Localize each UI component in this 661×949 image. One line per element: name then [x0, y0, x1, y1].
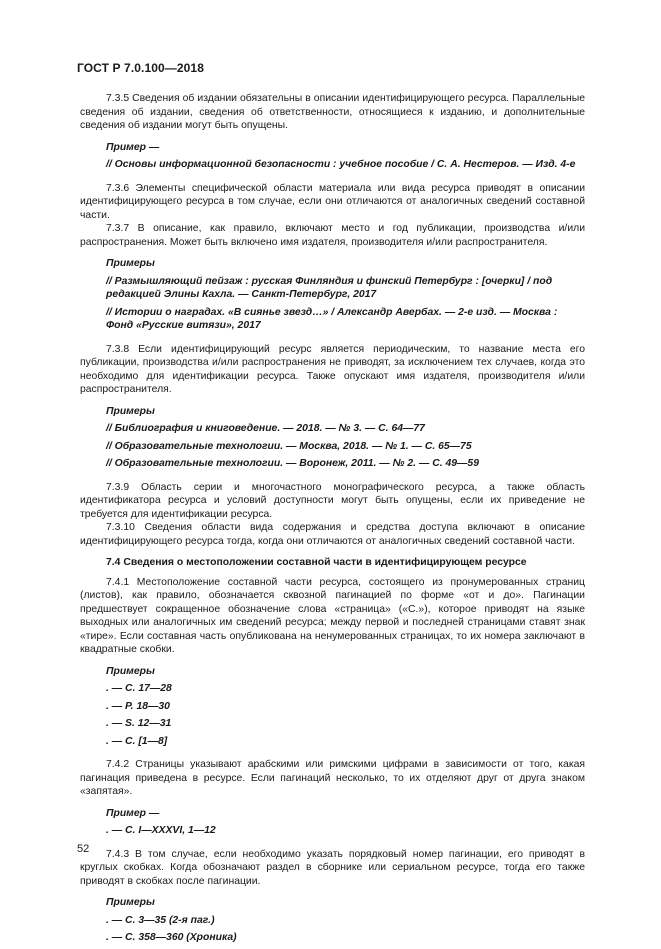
example-heading: Примеры	[106, 665, 155, 677]
standard-header: ГОСТ Р 7.0.100—2018	[77, 61, 204, 75]
example-heading: Пример —	[106, 141, 160, 153]
example-item: // Размышляющий пейзаж : русская Финляндия и финский Петербург : [очерки] / под редакцией Элины Кахла. — Санкт-Петербург, 2017	[106, 275, 553, 300]
example-item: . — С. 17—28	[106, 683, 172, 694]
example-item: . — S. 12—31	[106, 718, 172, 729]
example-item: . — С. I—XXXVI, 1—12	[106, 825, 216, 836]
example-item: . — Р. 18—30	[106, 700, 170, 712]
example-item: // Истории о наградах. «В сиянье звезд…» / Александр Авербах. — 2-е изд. — Москва : Фонд «Русские витязи», 2017	[106, 306, 558, 331]
paragraph-7-3-6: 7.3.6 Элементы специфической области материала или вида ресурса приводят в описании идентифицирующего ресурса в том случае, если они отличаются от аналогичных сведений составной части.	[80, 182, 585, 221]
paragraph-7-4-3: 7.4.3 В том случае, если необходимо указать порядковый номер пагинации, его приводят в круглых скобках. Когда обозначают раздел в сборнике или сериальном ресурсе, тогда его также приводят в скобках после пагинации.	[80, 848, 585, 887]
example-item: // Образовательные технологии. — Москва, 2018. — № 1. — С. 65—75	[106, 440, 472, 452]
example-heading: Примеры	[106, 405, 155, 417]
paragraph-7-3-7: 7.3.7 В описание, как правило, включают место и год публикации, производства и/или распространения. Может быть включено имя издателя, производителя и/или распространителя.	[80, 223, 585, 248]
page-content	[80, 92, 585, 949]
example-heading: Примеры	[106, 897, 155, 908]
example-item: // Основы информационной безопасности : учебное пособие / С. А. Нестеров. — Изд. 4-е	[106, 159, 576, 170]
example-item: . — С. 358—360 (Хроника)	[106, 932, 237, 943]
example-item: // Образовательные технологии. — Воронеж, 2011. — № 2. — С. 49—59	[106, 458, 479, 469]
example-item: . — С. 3—35 (2-я паг.)	[106, 914, 215, 926]
example-item: . — С. [1—8]	[106, 735, 168, 747]
example-item: // Библиография и книговедение. — 2018. — № 3. — С. 64—77	[106, 423, 425, 434]
paragraph-7-3-8: 7.3.8 Если идентифицирующий ресурс является периодическим, то название места его публикации, производства и/или распространения не приводят, за исключением тех случаев, когда это необходимо для идентификации ресурса. Также опускают имя издателя, производителя и/или распространителя.	[80, 343, 585, 395]
paragraph-7-3-5: 7.3.5 Сведения об издании обязательны в описании идентифицирующего ресурса. Параллельные сведения об издании, сведения об ответственности, относящиеся к изданию, и дополнительные сведения об издании могут быть опущены.	[80, 93, 585, 131]
paragraph-7-3-9: 7.3.9 Область серии и многочастного монографического ресурса, а также область идентификатора ресурса и условий доступности могут быть опущены, если их приведение не требуется для идентификации ресурса.	[80, 481, 585, 520]
paragraph-7-3-10: 7.3.10 Сведения области вида содержания и средства доступа включают в описание идентифицирующего ресурса тогда, когда они отличаются от аналогичных сведений составной части.	[80, 522, 585, 547]
section-heading-7-4: 7.4 Сведения о местоположении составной части в идентифицирующем ресурсе	[106, 557, 527, 568]
page-number: 52	[77, 843, 90, 855]
paragraph-7-4-1: 7.4.1 Местоположение составной части ресурса, состоящего из пронумерованных страниц (листов), как правило, обозначается сквозной пагинацией по форме «от и до». Пагинации предшествует сокращенное обозначение слова «страница» («С.»), которое приводят на языке выходных или аналогичных им сведений ресурса; между первой и последней страницами ставят знак «тире». Если составная часть опубликована на ненумерованных страницах, то их номера заключают в квадратные скобки.	[80, 576, 585, 655]
paragraph-7-4-2: 7.4.2 Страницы указывают арабскими или римскими цифрами в зависимости от того, какая пагинация приведена в ресурсе. Если пагинаций несколько, то их отделяют друг от друга знаком «запятая».	[80, 759, 585, 797]
example-heading: Примеры	[106, 258, 155, 269]
example-heading: Пример —	[106, 807, 160, 819]
